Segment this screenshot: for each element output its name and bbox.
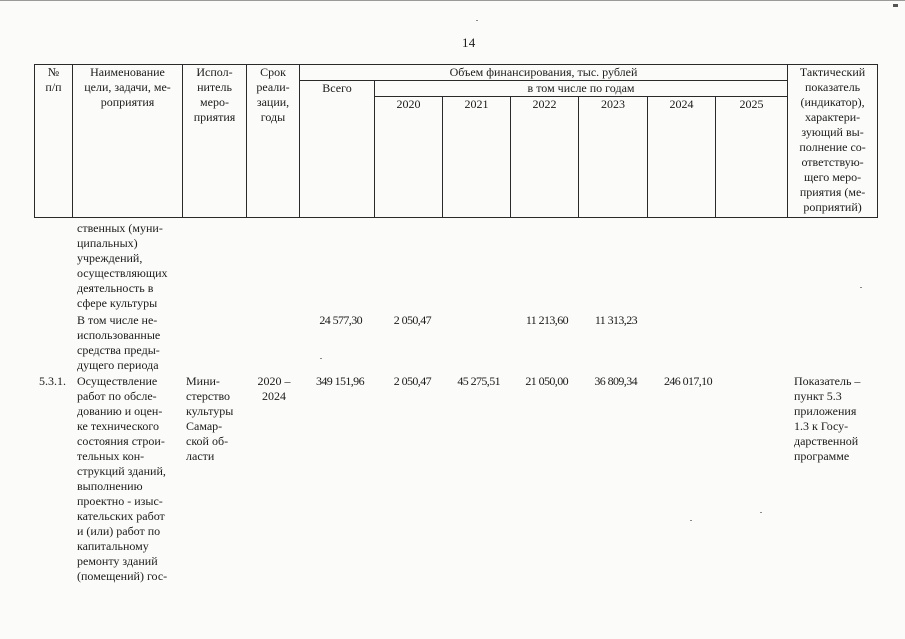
header-year-2024: 2024 — [648, 97, 716, 218]
unused-funds-total: 24 577,30 — [319, 313, 362, 327]
item-indicator: Показатель – пункт 5.3 приложения 1.3 к Госу- дарственной программе — [794, 374, 861, 463]
header-term: Срок реали- зации, годы — [247, 65, 300, 218]
page-number: 14 — [462, 35, 476, 50]
header-number: № п/п — [35, 65, 73, 218]
scan-edge-line — [0, 0, 905, 1]
scan-speck — [760, 512, 762, 513]
unused-funds-label: В том числе не- использованные средства преды- дущего периода — [77, 313, 161, 372]
header-year-2023: 2023 — [579, 97, 648, 218]
header-total: Всего — [300, 81, 375, 218]
unused-funds-2023: 11 313,23 — [594, 313, 637, 327]
unused-funds-2020: 2 050,47 — [393, 313, 431, 327]
continued-name-text: ственных (муни- ципальных) учреждений, осуществляющих деятельность в сфере культуры — [77, 221, 168, 310]
scan-speck — [690, 520, 692, 521]
item-2024: 246 017,10 — [663, 374, 712, 388]
header-year-2020: 2020 — [375, 97, 443, 218]
header-indicator: Тактический показатель (индикатор), характери- зующий вы- полнение со- ответствую- щего меро- приятия (ме- роприятий) — [788, 65, 878, 218]
scan-speck — [893, 4, 898, 7]
scan-speck — [476, 20, 478, 21]
item-2022: 21 050,00 — [525, 374, 568, 388]
item-2021: 45 275,51 — [457, 374, 500, 388]
item-2020: 2 050,47 — [393, 374, 431, 388]
item-name: Осуществление работ по обсле- дованию и оцен- ке технического состояния строи- тельных кон- струкций зданий, выполнению проектно - изыс- кательских работ и (или) работ по капитальному ремонту зданий (помещений) гос- — [77, 374, 168, 583]
header-by-years: в том числе по годам — [375, 81, 788, 97]
scan-speck — [860, 287, 862, 288]
scan-speck — [320, 358, 322, 359]
item-total: 349 151,96 — [315, 374, 364, 388]
financing-table-header — [34, 64, 878, 218]
item-executor: Мини- стерство культуры Самар- ской об- ласти — [186, 374, 234, 463]
header-year-2022: 2022 — [511, 97, 579, 218]
unused-funds-2022: 11 213,60 — [525, 313, 568, 327]
header-financing: Объем финансирования, тыс. рублей — [300, 65, 788, 81]
header-name: Наименование цели, задачи, ме- роприятия — [73, 65, 183, 218]
header-year-2021: 2021 — [443, 97, 511, 218]
header-executor: Испол- нитель меро- приятия — [183, 65, 247, 218]
item-term: 2020 – 2024 — [257, 374, 291, 403]
item-2023: 36 809,34 — [594, 374, 637, 388]
item-number: 5.3.1. — [39, 374, 66, 388]
header-year-2025: 2025 — [716, 97, 788, 218]
